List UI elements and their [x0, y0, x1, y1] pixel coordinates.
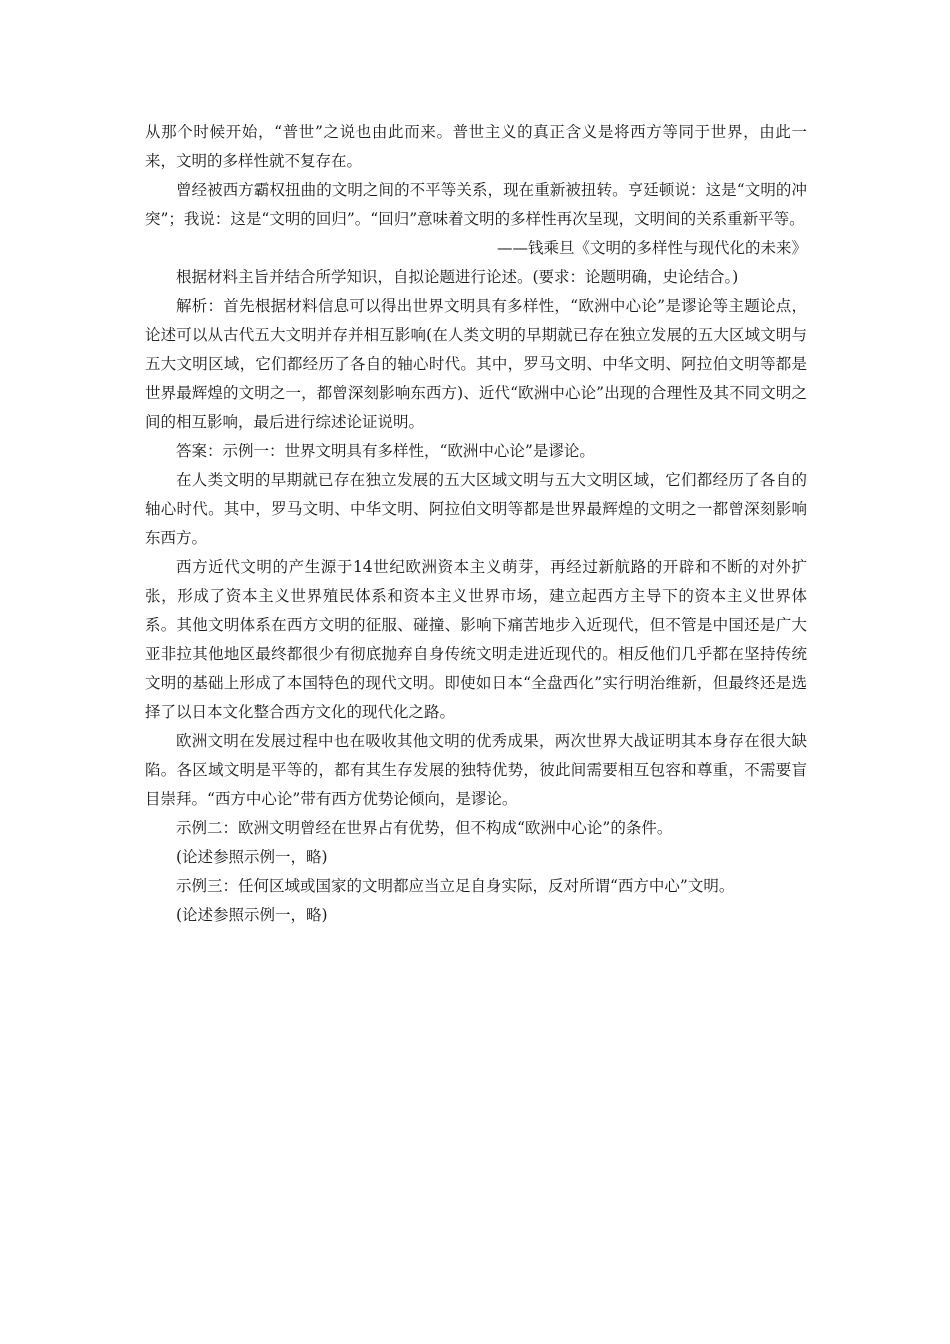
answer-example-2-note: (论述参照示例一，略) [176, 848, 328, 866]
answer-example-2-thesis: 示例二：欧洲文明曾经在世界占有优势，但不构成“欧洲中心论”的条件。 [176, 819, 673, 837]
document-body [145, 118, 807, 930]
source-citation: ——钱乘旦《文明的多样性与现代化的未来》 [496, 239, 807, 257]
answer-example-3-note: (论述参照示例一，略) [176, 906, 328, 924]
answer-paragraph-2: 西方近代文明的产生源于14世纪欧洲资本主义萌芽，再经过新航路的开辟和不断的对外扩张，形成了资本主义世界殖民体系和资本主义世界市场，建立起西方主导下的资本主义世界体系。其他文明体系在西方文明的征服、碰撞、影响下痛苦地步入近现代，但不管是中国还是广大亚非拉其他地区最终都很少有彻底抛弃自身传统文明走进近现代的。相反他们几乎都在坚持传统文明的基础上形成了本国特色的现代文明。即使如日本“全盘西化”实行明治维新，但最终还是选择了以日本文化整合西方文化的现代化之路。 [145, 558, 807, 721]
answer-paragraph-3: 欧洲文明在发展过程中也在吸收其他文明的优秀成果，两次世界大战证明其本身存在很大缺陷。各区域文明是平等的，都有其生存发展的独特优势，彼此间需要相互包容和尊重，不需要盲目崇拜。“西方中心论”带有西方优势论倾向，是谬论。 [145, 732, 807, 808]
answer-example-1-thesis: 答案：示例一：世界文明具有多样性，“欧洲中心论”是谬论。 [176, 442, 595, 460]
answer-paragraph-1: 在人类文明的早期就已存在独立发展的五大区域文明与五大文明区域，它们都经历了各自的轴心时代。其中，罗马文明、中华文明、阿拉伯文明等都是世界最辉煌的文明之一都曾深刻影响东西方。 [145, 471, 807, 547]
paragraph-1: 从那个时候开始，“普世”之说也由此而来。普世主义的真正含义是将西方等同于世界，由此一来，文明的多样性就不复存在。 [145, 123, 807, 170]
analysis-paragraph: 解析：首先根据材料信息可以得出世界文明具有多样性，“欧洲中心论”是谬论等主题论点，论述可以从古代五大文明并存并相互影响(在人类文明的早期就已存在独立发展的五大区域文明与五大文明区域，它们都经历了各自的轴心时代。其中，罗马文明、中华文明、阿拉伯文明等都是世界最辉煌的文明之一，都曾深刻影响东西方)、近代“欧洲中心论”出现的合理性及其不同文明之间的相互影响，最后进行综述论证说明。 [145, 297, 807, 431]
answer-example-3-thesis: 示例三：任何区域或国家的文明都应当立足自身实际，反对所谓“西方中心”文明。 [176, 877, 735, 895]
question-prompt: 根据材料主旨并结合所学知识，自拟论题进行论述。(要求：论题明确，史论结合。) [176, 268, 739, 286]
paragraph-2: 曾经被西方霸权扭曲的文明之间的不平等关系，现在重新被扭转。亨廷顿说：这是“文明的冲突”；我说：这是“文明的回归”。“回归”意味着文明的多样性再次呈现，文明间的关系重新平等。 [145, 181, 807, 228]
